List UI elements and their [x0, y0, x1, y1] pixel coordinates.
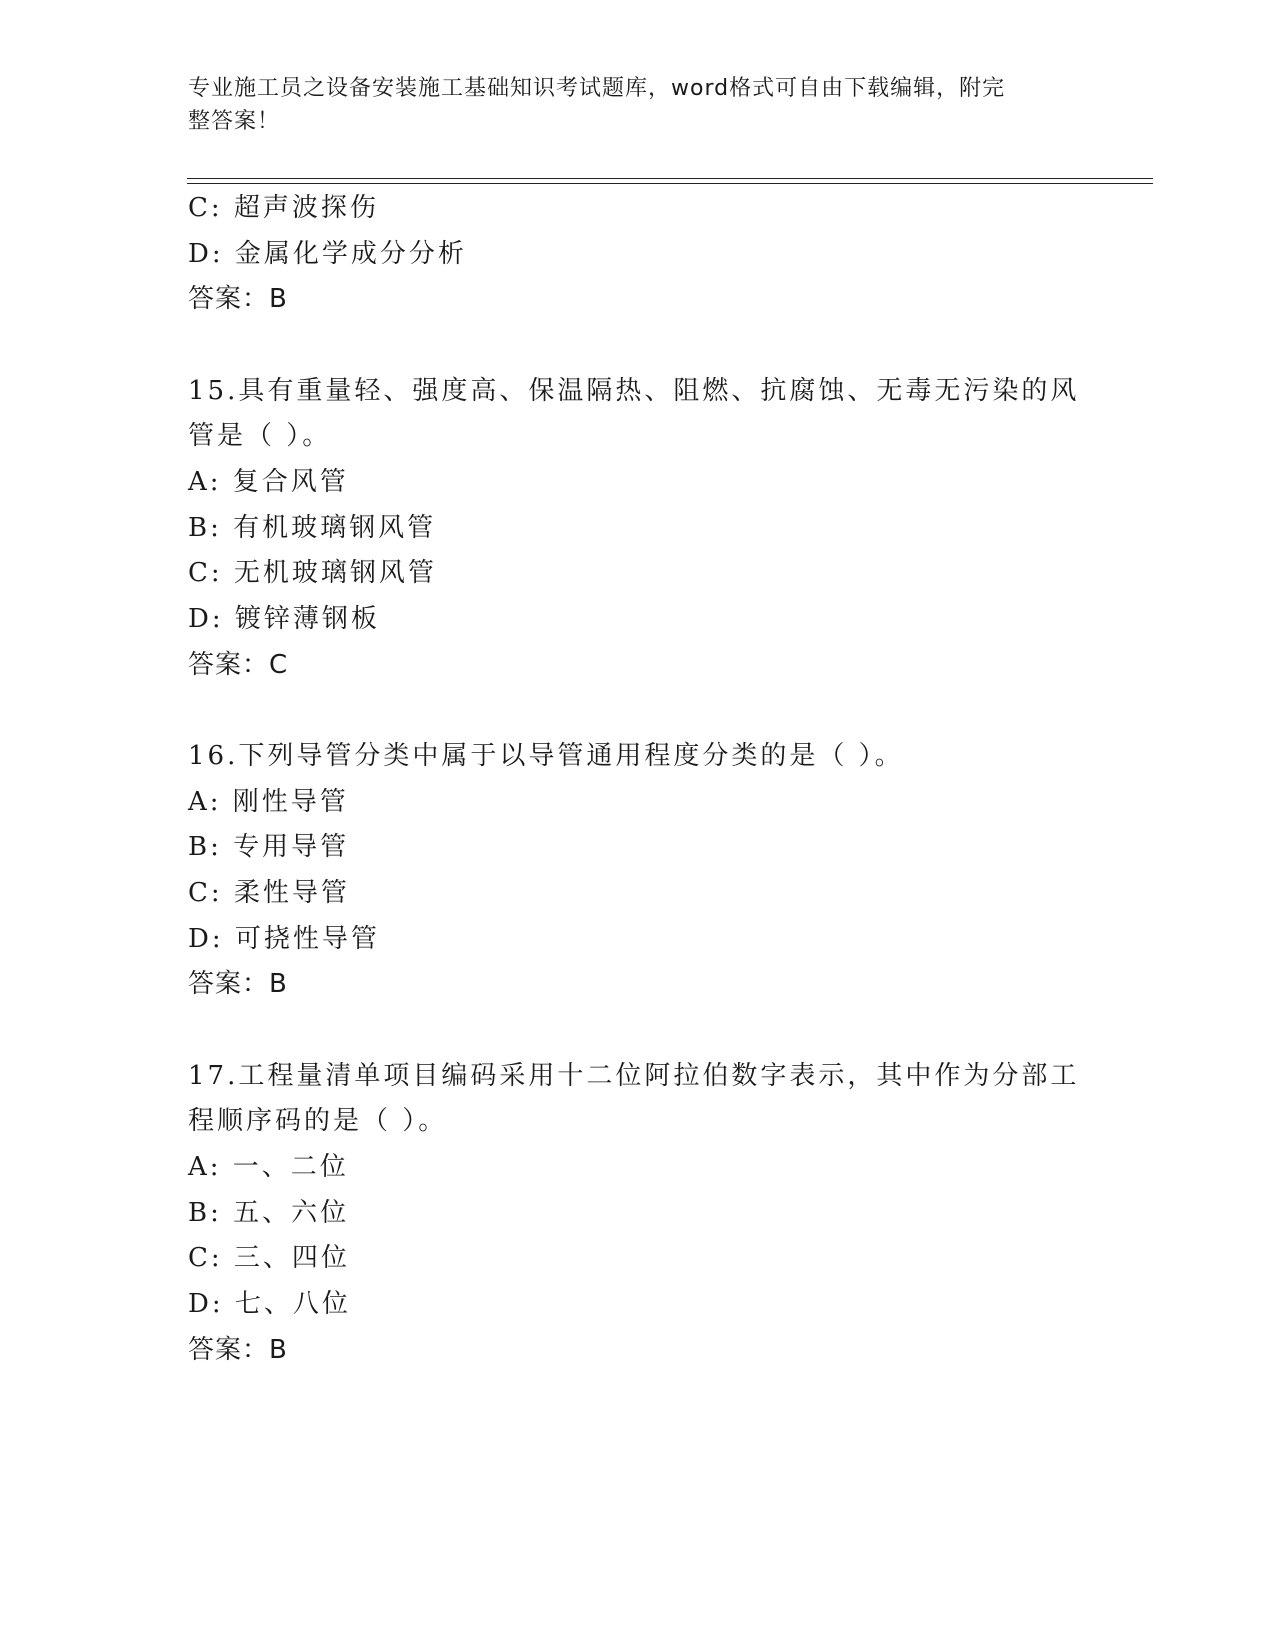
header-line-1: 专业施工员之设备安装施工基础知识考试题库，word格式可自由下载编辑，附完 [188, 76, 1006, 101]
option-c: C: 无机玻璃钢风管 [188, 558, 437, 589]
spacer [188, 688, 1088, 734]
option-d: D: 可挠性导管 [188, 923, 380, 954]
option-c: C: 超声波探伤 [188, 193, 379, 223]
option-a: A: 刚性导管 [188, 786, 349, 817]
question-16-line-1: 16.下列导管分类中属于以导管通用程度分类的是（ ）。 [188, 740, 904, 771]
question-17-line-1: 17.工程量清单项目编码采用十二位阿拉伯数字表示，其中作为分部工 [188, 1060, 1080, 1091]
header-line-2: 整答案！ [188, 109, 281, 134]
option-d: D: 七、八位 [188, 1288, 351, 1319]
option-b: B: 有机玻璃钢风管 [188, 512, 437, 543]
question-15-line-1: 15.具有重量轻、强度高、保温隔热、阻燃、抗腐蚀、无毒无污染的风 [188, 375, 1080, 406]
answer-line: 答案：B [188, 284, 288, 315]
option-c: C: 三、四位 [188, 1243, 350, 1274]
option-c: C: 柔性导管 [188, 877, 350, 908]
option-d: D: 镀锌薄钢板 [188, 604, 380, 634]
answer-line: 答案：C [188, 649, 289, 680]
option-b: B: 专用导管 [188, 832, 350, 863]
question-body [188, 186, 1088, 1373]
spacer [188, 1008, 1088, 1054]
document-header [188, 72, 1068, 138]
question-17-line-2: 程顺序码的是（ ）。 [188, 1106, 448, 1137]
option-a: A: 复合风管 [188, 466, 349, 497]
answer-line: 答案：B [188, 1334, 288, 1365]
question-15-line-2: 管是（ ）。 [188, 421, 332, 452]
option-d: D: 金属化学成分分析 [188, 238, 467, 269]
header-divider-top [187, 178, 1153, 179]
spacer [188, 323, 1088, 369]
option-a: A: 一、二位 [188, 1151, 349, 1182]
answer-line: 答案：B [188, 969, 288, 1000]
option-b: B: 五、六位 [188, 1197, 350, 1228]
header-divider-bottom [187, 183, 1153, 184]
